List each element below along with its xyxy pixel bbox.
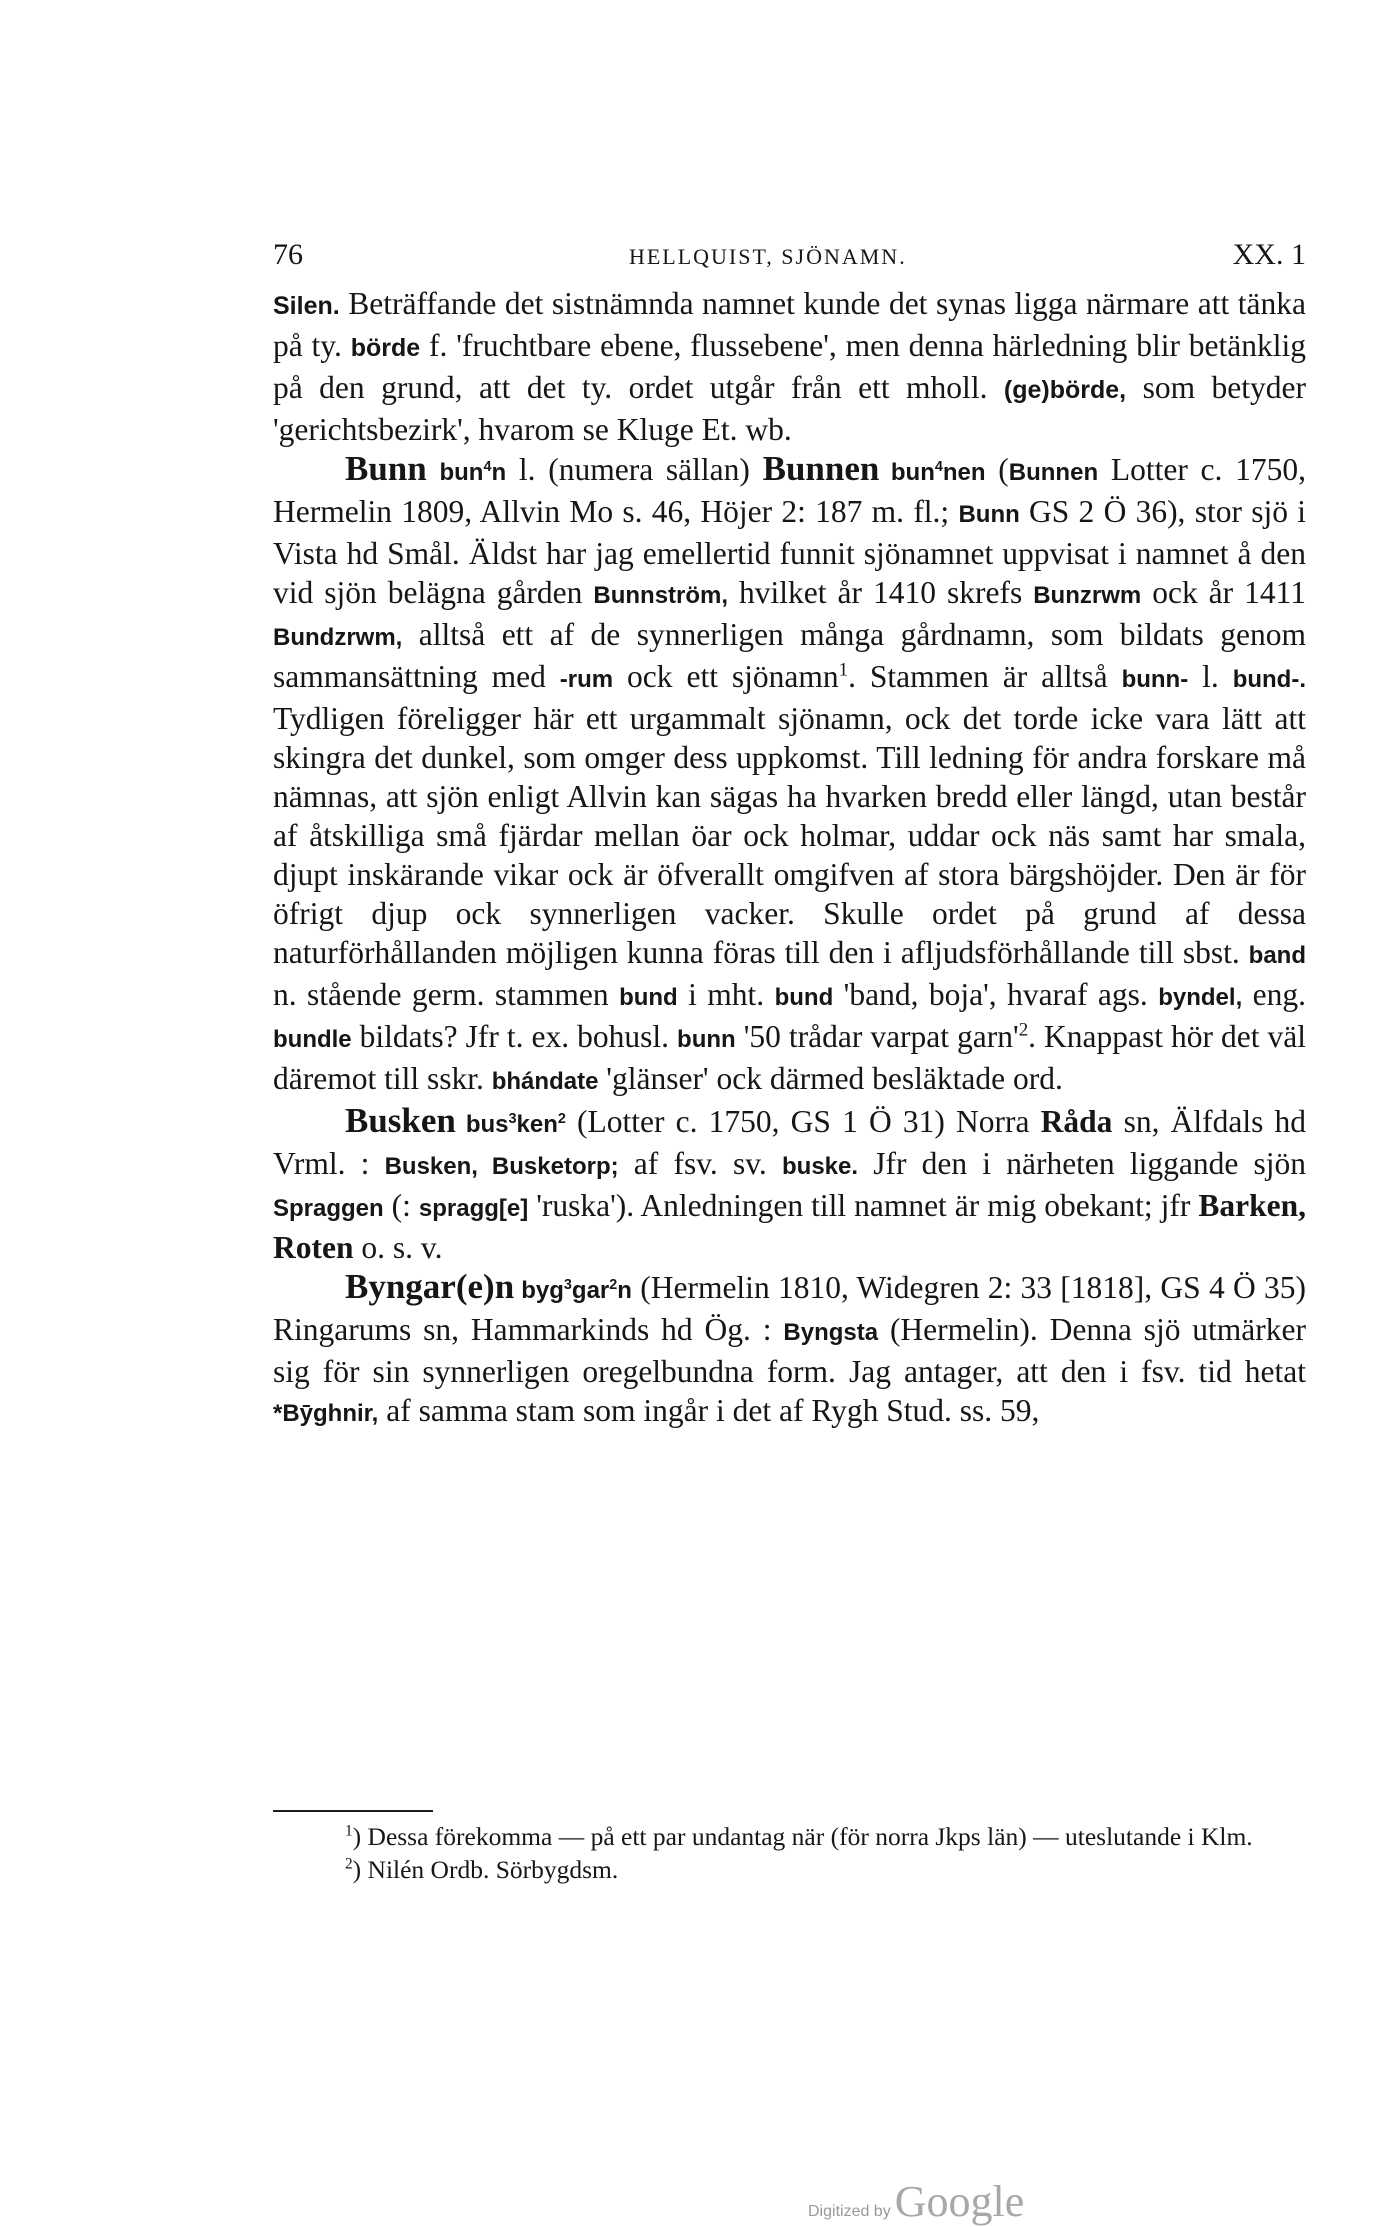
cited-form: Busken, Busketorp; [384,1153,619,1180]
text-run: l. [1188,659,1233,694]
cited-form: Bundzrwm, [273,624,403,651]
footnote-divider [273,1810,433,1812]
pron-part: n [491,459,507,486]
entry-busken [273,1101,1306,1267]
text-run: (Hermelin 1810, Widegren 2: 33 [1818], GS 4 Ö 35) Ringarums sn, Hammarkinds hd Ög. : [273,1270,1306,1347]
entry-bunn [273,449,1306,1101]
text-run: (: [383,1188,419,1223]
text-run: bildats? Jfr t. ex. bohusl. [351,1019,678,1054]
accent-mark: 2 [557,1111,566,1127]
cited-form: Bunn [958,501,1020,528]
text-run: (Hermelin). Denna sjö utmärker sig för sin synnerligen oregelbundna form. Jag antager, att den i fsv. tid hetat [273,1312,1306,1389]
text-run: GS 2 Ö 36), stor sjö i Vista hd Smål. Äldst har jag emellertid funnit sjönamnet uppvisat i namnet å den vid sjön belägna gården [273,494,1306,610]
text-run: eng. [1242,977,1307,1012]
cited-form: bunn [677,1026,736,1053]
text-run: Lotter c. 1750, Hermelin 1809, Allvin Mo s. 46, Höjer 2: 187 m. fl.; [273,452,1306,529]
cited-form: buske. [782,1153,859,1180]
cited-form: (ge)börde, [1003,376,1127,404]
text-run: o. s. v. [353,1230,443,1265]
footnote-text: ) Nilén Ordb. Sörbygdsm. [352,1855,619,1884]
cited-form: Byngsta [783,1319,879,1346]
text-run: alltså ett af de synnerligen många gårdnamn, som bildats genom sammansättning med [273,617,1306,694]
pron-part: n [617,1277,632,1304]
text-run: f. 'fruchtbare ebene, flussebene', men denna härledning blir betänklig på den grund, att det ty. ordet utgår från ett mholl. [273,328,1306,405]
headword: Bunnen [762,449,880,488]
cited-form: Spraggen [273,1195,384,1222]
pronunciation [514,1277,632,1304]
accent-mark: 2 [609,1277,618,1293]
pron-part: bun [879,459,935,486]
page-number: 76 [273,238,303,271]
running-header [273,238,1306,278]
cited-form: -rum [559,666,614,693]
accent-mark: 4 [483,459,492,475]
cited-form: Bunzrwm [1033,582,1142,609]
pronunciation [456,1111,566,1138]
text-run: sn, Älfdals hd Vrml. : [273,1104,1306,1181]
footnote-ref: 1 [838,659,849,681]
text-run: . Stammen är alltså [848,659,1122,694]
text-run: ock år 1411 [1141,575,1306,610]
pron-part: bus [455,1111,509,1138]
text-run: . Knappast hör det väl däremot till sskr. [273,1019,1306,1096]
cited-form: bund [619,984,678,1011]
cited-form: bund-. [1232,666,1306,693]
digitization-watermark [808,2176,1024,2227]
text-run: (Lotter c. 1750, GS 1 Ö 31) Norra [565,1104,1041,1139]
place-name: Råda [1040,1104,1113,1139]
pronunciation [439,459,506,486]
cited-form: band [1248,942,1306,969]
text-run: Tydligen föreligger här ett urgammalt sjönamn, ock det torde icke vara lätt att skingra det dunkel, som omger dess uppkomst. Till ledning för andra forskare må nämnas, att sjön enligt Allvin kan sägas ha hvarken bredd eller längd, utan består af åtskilliga små fjärdar mellan öar ock holmar, uddar ock näs samt har smala, djupt inskärande vikar ock är öfverallt omgifven af stora bärgshöjder. Den är för öfrigt djup ock synnerligen vacker. Skulle ordet på grund af dessa naturförhållanden möjligen kunna föras till den i afljudsförhållande till sbst. [273,701,1306,970]
cited-form: Bunnen [1008,459,1099,486]
text-run: hvilket år 1410 skrefs [728,575,1034,610]
pron-part: ken [516,1111,558,1138]
text-run: Jfr den i närheten liggande sjön [858,1146,1307,1181]
entry-word: Silen. [273,292,340,320]
cited-form: spragg[e] [418,1195,529,1222]
pron-part: nen [942,459,986,486]
accent-mark: 4 [934,459,943,475]
text-run: af samma stam som ingår i det af Rygh Stud. ss. 59, [378,1393,1040,1428]
footnote-text: ) Dessa förekomma — på ett par undantag när (för norra Jkps län) — uteslutande i Klm. [352,1822,1253,1851]
text-run: som betyder 'gerichtsbezirk', hvarom se Kluge Et. wb. [273,370,1306,447]
footnote-marker: 1 [345,1822,353,1840]
cited-form: bhándate [491,1068,599,1095]
cited-form: bundle [273,1026,352,1053]
footnote-ref: 2 [1018,1019,1029,1041]
pron-part: gar [571,1277,610,1304]
pron-part: bun [439,459,484,486]
text-run: n. stående germ. stammen [273,977,620,1012]
cited-form: bund [774,984,834,1011]
entry-byngaren [273,1267,1306,1433]
footnote-2 [273,1853,1306,1886]
text-run: 'band, boja', hvaraf ags. [833,977,1159,1012]
digitized-by-label: Digitized by [808,2203,891,2220]
text-run: 'ruska'). Anledningen till namnet är mig obekant; jfr [528,1188,1199,1223]
pronunciation [879,459,985,486]
accent-mark: 3 [508,1111,517,1127]
headword: Busken [345,1101,456,1140]
paragraph-silen [273,284,1306,449]
cited-form: Bunnström, [593,582,729,609]
headword: Byngar(e)n [345,1267,515,1306]
cited-form: Barken, Roten [273,1188,1306,1265]
headword: Bunn [345,449,427,488]
section-number: XX. 1 [1232,238,1306,271]
pron-part: byg [514,1277,564,1304]
text-run: ock ett sjönamn [613,659,839,694]
text-run: i mht. [677,977,775,1012]
cited-form: bunn- [1121,666,1189,693]
text-run: l. (numera sällan) [506,452,763,487]
cited-form: börde [350,334,421,362]
main-text [273,284,1306,1433]
cited-form: *Bȳghnir, [273,1400,379,1427]
footnote-marker: 2 [345,1855,353,1873]
running-title: HELLQUIST, SJÖNAMN. [628,244,907,269]
footnotes [273,1820,1306,1886]
text-run: '50 trådar varpat garn' [735,1019,1019,1054]
text-run: Beträffande det sistnämnda namnet kunde det synas ligga närmare att tänka på ty. [273,286,1306,363]
accent-mark: 3 [563,1277,572,1293]
footnote-1 [273,1820,1306,1853]
cited-form: byndel, [1158,984,1243,1011]
google-logo: Google [894,2177,1025,2226]
text-run: ( [985,452,1009,487]
text-run: af fsv. sv. [618,1146,782,1181]
text-run: 'glänser' ock därmed besläktade ord. [598,1061,1063,1096]
